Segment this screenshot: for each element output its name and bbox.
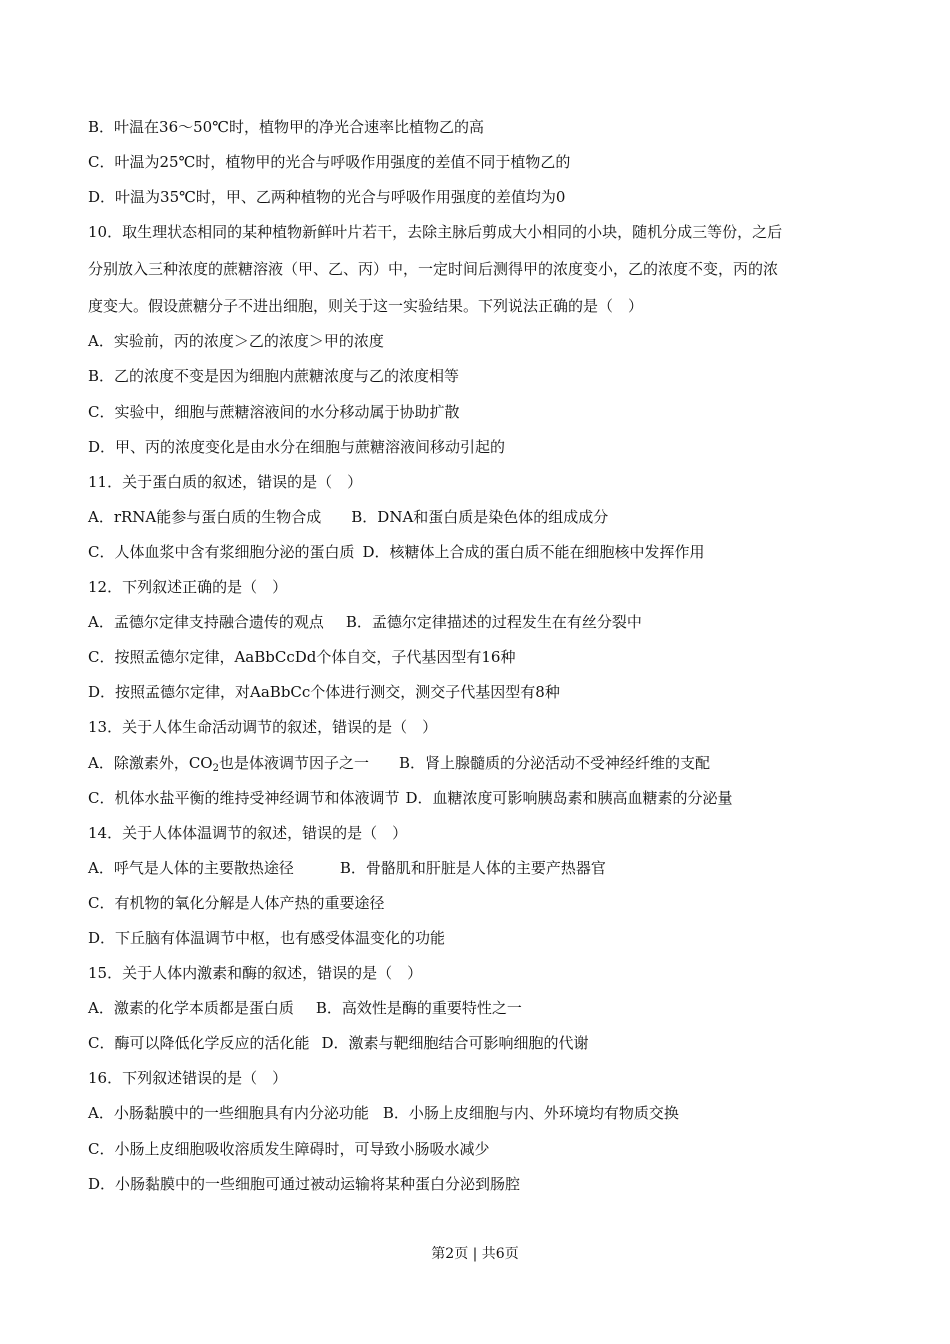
- q13-option-a: [88, 754, 369, 772]
- q13-option-d: D．血糖浓度可影响胰岛素和胰高血糖素的分泌量: [405, 788, 733, 807]
- subscript: 2: [212, 762, 219, 774]
- document-body: [88, 113, 878, 1205]
- q14-options-ab: [88, 854, 878, 889]
- page-footer: 第2页 | 共6页: [431, 1246, 519, 1262]
- q10-stem-line: 分别放入三种浓度的蔗糖溶液（甲、乙、丙）中，一定时间后测得甲的浓度变小，乙的浓度不变，丙的浓: [88, 260, 779, 279]
- q12-options-ab: [88, 608, 878, 643]
- q11-option-a: A．rRNA能参与蛋白质的生物合成: [88, 507, 322, 526]
- q16-options-ab: [88, 1099, 878, 1134]
- q15-stem: 15．关于人体内激素和酶的叙述，错误的是（ ）: [88, 964, 423, 983]
- q9-option-d: D．叶温为35℃时，甲、乙两种植物的光合与呼吸作用强度的差值均为0: [88, 188, 566, 207]
- q15-option-b: B．高效性是酶的重要特性之一: [315, 999, 522, 1018]
- q14-stem: 14．关于人体体温调节的叙述，错误的是（ ）: [88, 823, 408, 842]
- q12-option-a: A．孟德尔定律支持融合遗传的观点: [88, 613, 324, 632]
- q16-option-d: D．小肠黏膜中的一些细胞可通过被动运输将某种蛋白分泌到肠腔: [88, 1174, 521, 1193]
- q16-option-a: A．小肠黏膜中的一些细胞具有内分泌功能: [88, 1104, 369, 1123]
- q13-option-a-text: A．除激素外，CO: [88, 753, 213, 772]
- q13-option-b: B．肾上腺髓质的分泌活动不受神经纤维的支配: [399, 753, 711, 772]
- q11-option-b: B．DNA和蛋白质是染色体的组成成分: [351, 507, 609, 526]
- q16-option-b: B．小肠上皮细胞与内、外环境均有物质交换: [382, 1104, 679, 1123]
- q13-options-ab: [88, 749, 878, 784]
- q14-option-a: A．呼气是人体的主要散热途径: [88, 858, 294, 877]
- q11-option-d: D．核糖体上合成的蛋白质不能在细胞核中发挥作用: [362, 542, 705, 561]
- q10-option-a: A．实验前，丙的浓度＞乙的浓度＞甲的浓度: [88, 332, 384, 351]
- q10-option-b: B．乙的浓度不变是因为细胞内蔗糖浓度与乙的浓度相等: [88, 367, 460, 386]
- q10-option-c: C．实验中，细胞与蔗糖溶液间的水分移动属于协助扩散: [88, 402, 460, 421]
- q9-option-c: C．叶温为25℃时，植物甲的光合与呼吸作用强度的差值不同于植物乙的: [88, 153, 571, 172]
- q12-option-b: B．孟德尔定律描述的过程发生在有丝分裂中: [345, 613, 642, 632]
- q15-option-c: C．酶可以降低化学反应的活化能: [88, 1034, 310, 1053]
- q11-option-c: C．人体血浆中含有浆细胞分泌的蛋白质: [88, 542, 355, 561]
- q13-options-cd: [88, 784, 878, 819]
- q12-option-c: C．按照孟德尔定律，AaBbCcDd个体自交，子代基因型有16种: [88, 648, 516, 667]
- q10-stem-line: 10．取生理状态相同的某种植物新鲜叶片若干，去除主脉后剪成大小相同的小块，随机分成三等份，之后: [88, 223, 783, 242]
- q11-options-ab: [88, 503, 878, 538]
- q13-option-a-text: 也是体液调节因子之一: [218, 753, 369, 772]
- q14-option-c: C．有机物的氧化分解是人体产热的重要途径: [88, 893, 385, 912]
- q12-stem: 12．下列叙述正确的是（ ）: [88, 578, 288, 597]
- q11-options-cd: [88, 538, 878, 573]
- q9-option-b: B．叶温在36～50℃时，植物甲的净光合速率比植物乙的高: [88, 118, 484, 136]
- q13-stem: 13．关于人体生命活动调节的叙述，错误的是（ ）: [88, 718, 438, 737]
- q14-option-b: B．骨骼肌和肝脏是人体的主要产热器官: [339, 858, 606, 877]
- q16-stem: 16．下列叙述错误的是（ ）: [88, 1069, 288, 1088]
- q10-option-d: D．甲、丙的浓度变化是由水分在细胞与蔗糖溶液间移动引起的: [88, 437, 506, 456]
- q15-option-d: D．激素与靶细胞结合可影响细胞的代谢: [321, 1034, 589, 1053]
- q12-option-d: D．按照孟德尔定律，对AaBbCc个体进行测交，测交子代基因型有8种: [88, 683, 560, 702]
- q15-options-ab: [88, 994, 878, 1029]
- q10-stem-line: 度变大。假设蔗糖分子不进出细胞，则关于这一实验结果。下列说法正确的是（ ）: [88, 297, 644, 316]
- q15-options-cd: [88, 1029, 878, 1064]
- q13-option-c: C．机体水盐平衡的维持受神经调节和体液调节: [88, 788, 400, 807]
- q15-option-a: A．激素的化学本质都是蛋白质: [88, 999, 294, 1018]
- q14-option-d: D．下丘脑有体温调节中枢，也有感受体温变化的功能: [88, 928, 446, 947]
- q16-option-c: C．小肠上皮细胞吸收溶质发生障碍时，可导致小肠吸水减少: [88, 1139, 490, 1158]
- q11-stem: 11．关于蛋白质的叙述，错误的是（ ）: [88, 472, 363, 491]
